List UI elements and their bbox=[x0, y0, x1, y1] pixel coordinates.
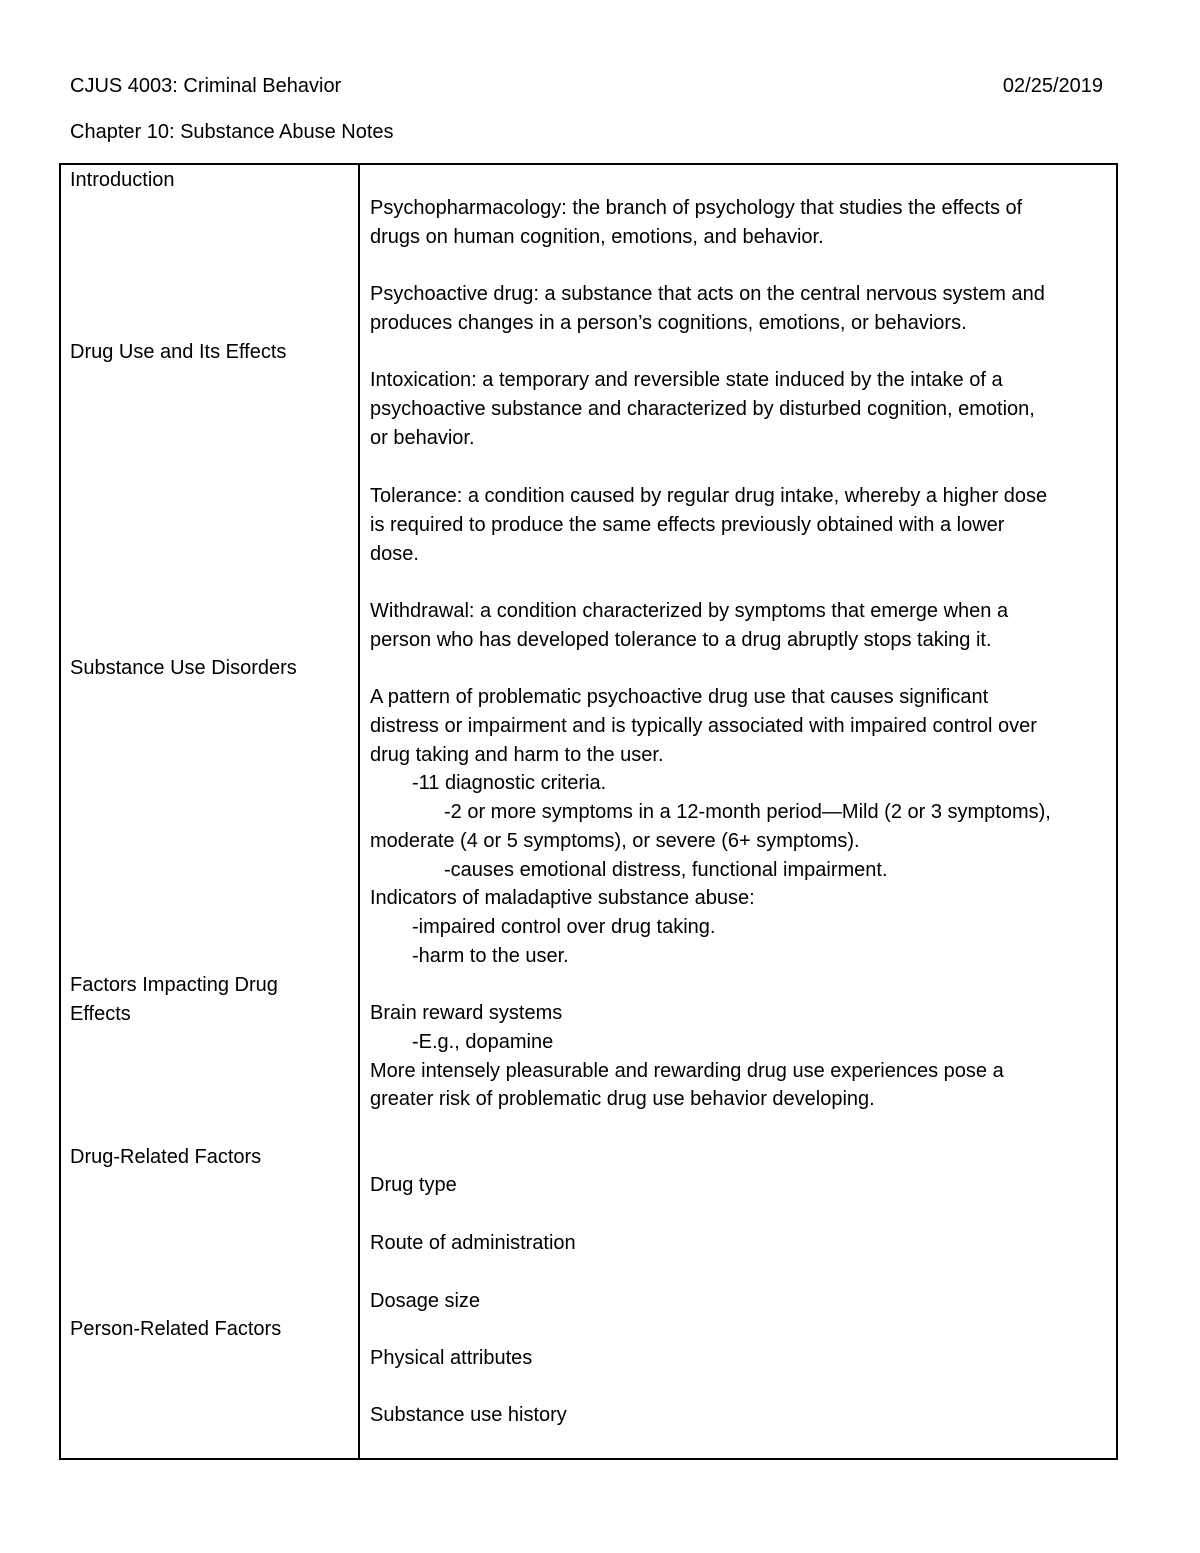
note-line: distress or impairment and is typically associated with impaired control over bbox=[370, 714, 1037, 737]
note-withdrawal bbox=[370, 597, 1110, 655]
note-line: -harm to the user. bbox=[412, 944, 569, 967]
note-line: -impaired control over drug taking. bbox=[412, 916, 716, 938]
note-line: dose. bbox=[370, 542, 419, 565]
cue-factors-line-2: Effects bbox=[70, 1002, 131, 1025]
note-line: or behavior. bbox=[370, 426, 475, 449]
cue-factors-line-1: Factors Impacting Drug bbox=[70, 974, 278, 996]
cue-drug-use: Drug Use and Its Effects bbox=[70, 341, 287, 363]
note-route: Route of administration bbox=[370, 1232, 576, 1254]
note-line: -2 or more symptoms in a 12-month period—Mild (2 or 3 symptoms), bbox=[444, 801, 1051, 823]
note-line: person who has developed tolerance to a drug abruptly stops taking it. bbox=[370, 628, 992, 651]
note-line: Psychoactive drug: a substance that acts on the central nervous system and bbox=[370, 283, 1045, 305]
note-history: Substance use history bbox=[370, 1404, 567, 1426]
note-line: greater risk of problematic drug use behavior developing. bbox=[370, 1088, 875, 1111]
note-line: -E.g., dopamine bbox=[412, 1030, 554, 1053]
note-line: drugs on human cognition, emotions, and behavior. bbox=[370, 225, 824, 248]
document-date: 02/25/2019 bbox=[1002, 75, 1103, 97]
note-psychopharmacology bbox=[370, 194, 1110, 252]
course-title: CJUS 4003: Criminal Behavior bbox=[70, 75, 342, 97]
note-dosage: Dosage size bbox=[370, 1290, 481, 1312]
note-line: -11 diagnostic criteria. bbox=[412, 772, 607, 795]
note-physical: Physical attributes bbox=[370, 1347, 533, 1369]
chapter-title: Chapter 10: Substance Abuse Notes bbox=[70, 121, 394, 143]
note-line: -causes emotional distress, functional impairment. bbox=[444, 858, 888, 881]
note-intoxication bbox=[370, 366, 1110, 452]
note-line: drug taking and harm to the user. bbox=[370, 743, 664, 766]
note-line: Brain reward systems bbox=[370, 1002, 563, 1024]
note-line: moderate (4 or 5 symptoms), or severe (6+ symptoms). bbox=[370, 829, 860, 852]
column-divider bbox=[358, 163, 360, 1460]
note-line: Withdrawal: a condition characterized by symptoms that emerge when a bbox=[370, 600, 1009, 622]
note-line: Tolerance: a condition caused by regular drug intake, whereby a higher dose bbox=[370, 485, 1048, 507]
note-line: More intensely pleasurable and rewarding drug use experiences pose a bbox=[370, 1059, 1004, 1082]
cue-factors-impacting bbox=[70, 971, 350, 1028]
note-line: is required to produce the same effects previously obtained with a lower bbox=[370, 513, 1005, 536]
cue-person-related: Person-Related Factors bbox=[70, 1318, 282, 1340]
note-brain-reward bbox=[370, 999, 1110, 1114]
note-line: produces changes in a person’s cognitions, emotions, or behaviors. bbox=[370, 311, 967, 334]
note-drug-type: Drug type bbox=[370, 1174, 457, 1196]
note-psychoactive bbox=[370, 280, 1110, 338]
note-tolerance bbox=[370, 482, 1110, 568]
note-line: psychoactive substance and characterized by disturbed cognition, emotion, bbox=[370, 397, 1035, 420]
note-line: A pattern of problematic psychoactive drug use that causes significant bbox=[370, 686, 989, 708]
cue-substance-use-disorders: Substance Use Disorders bbox=[70, 657, 297, 679]
note-line: Indicators of maladaptive substance abuse: bbox=[370, 887, 755, 910]
note-line: Psychopharmacology: the branch of psychology that studies the effects of bbox=[370, 197, 1023, 219]
cue-drug-related: Drug-Related Factors bbox=[70, 1146, 262, 1168]
note-line: Intoxication: a temporary and reversible state induced by the intake of a bbox=[370, 369, 1003, 391]
cue-introduction: Introduction bbox=[70, 169, 175, 191]
note-substance-use-disorder bbox=[370, 683, 1110, 971]
